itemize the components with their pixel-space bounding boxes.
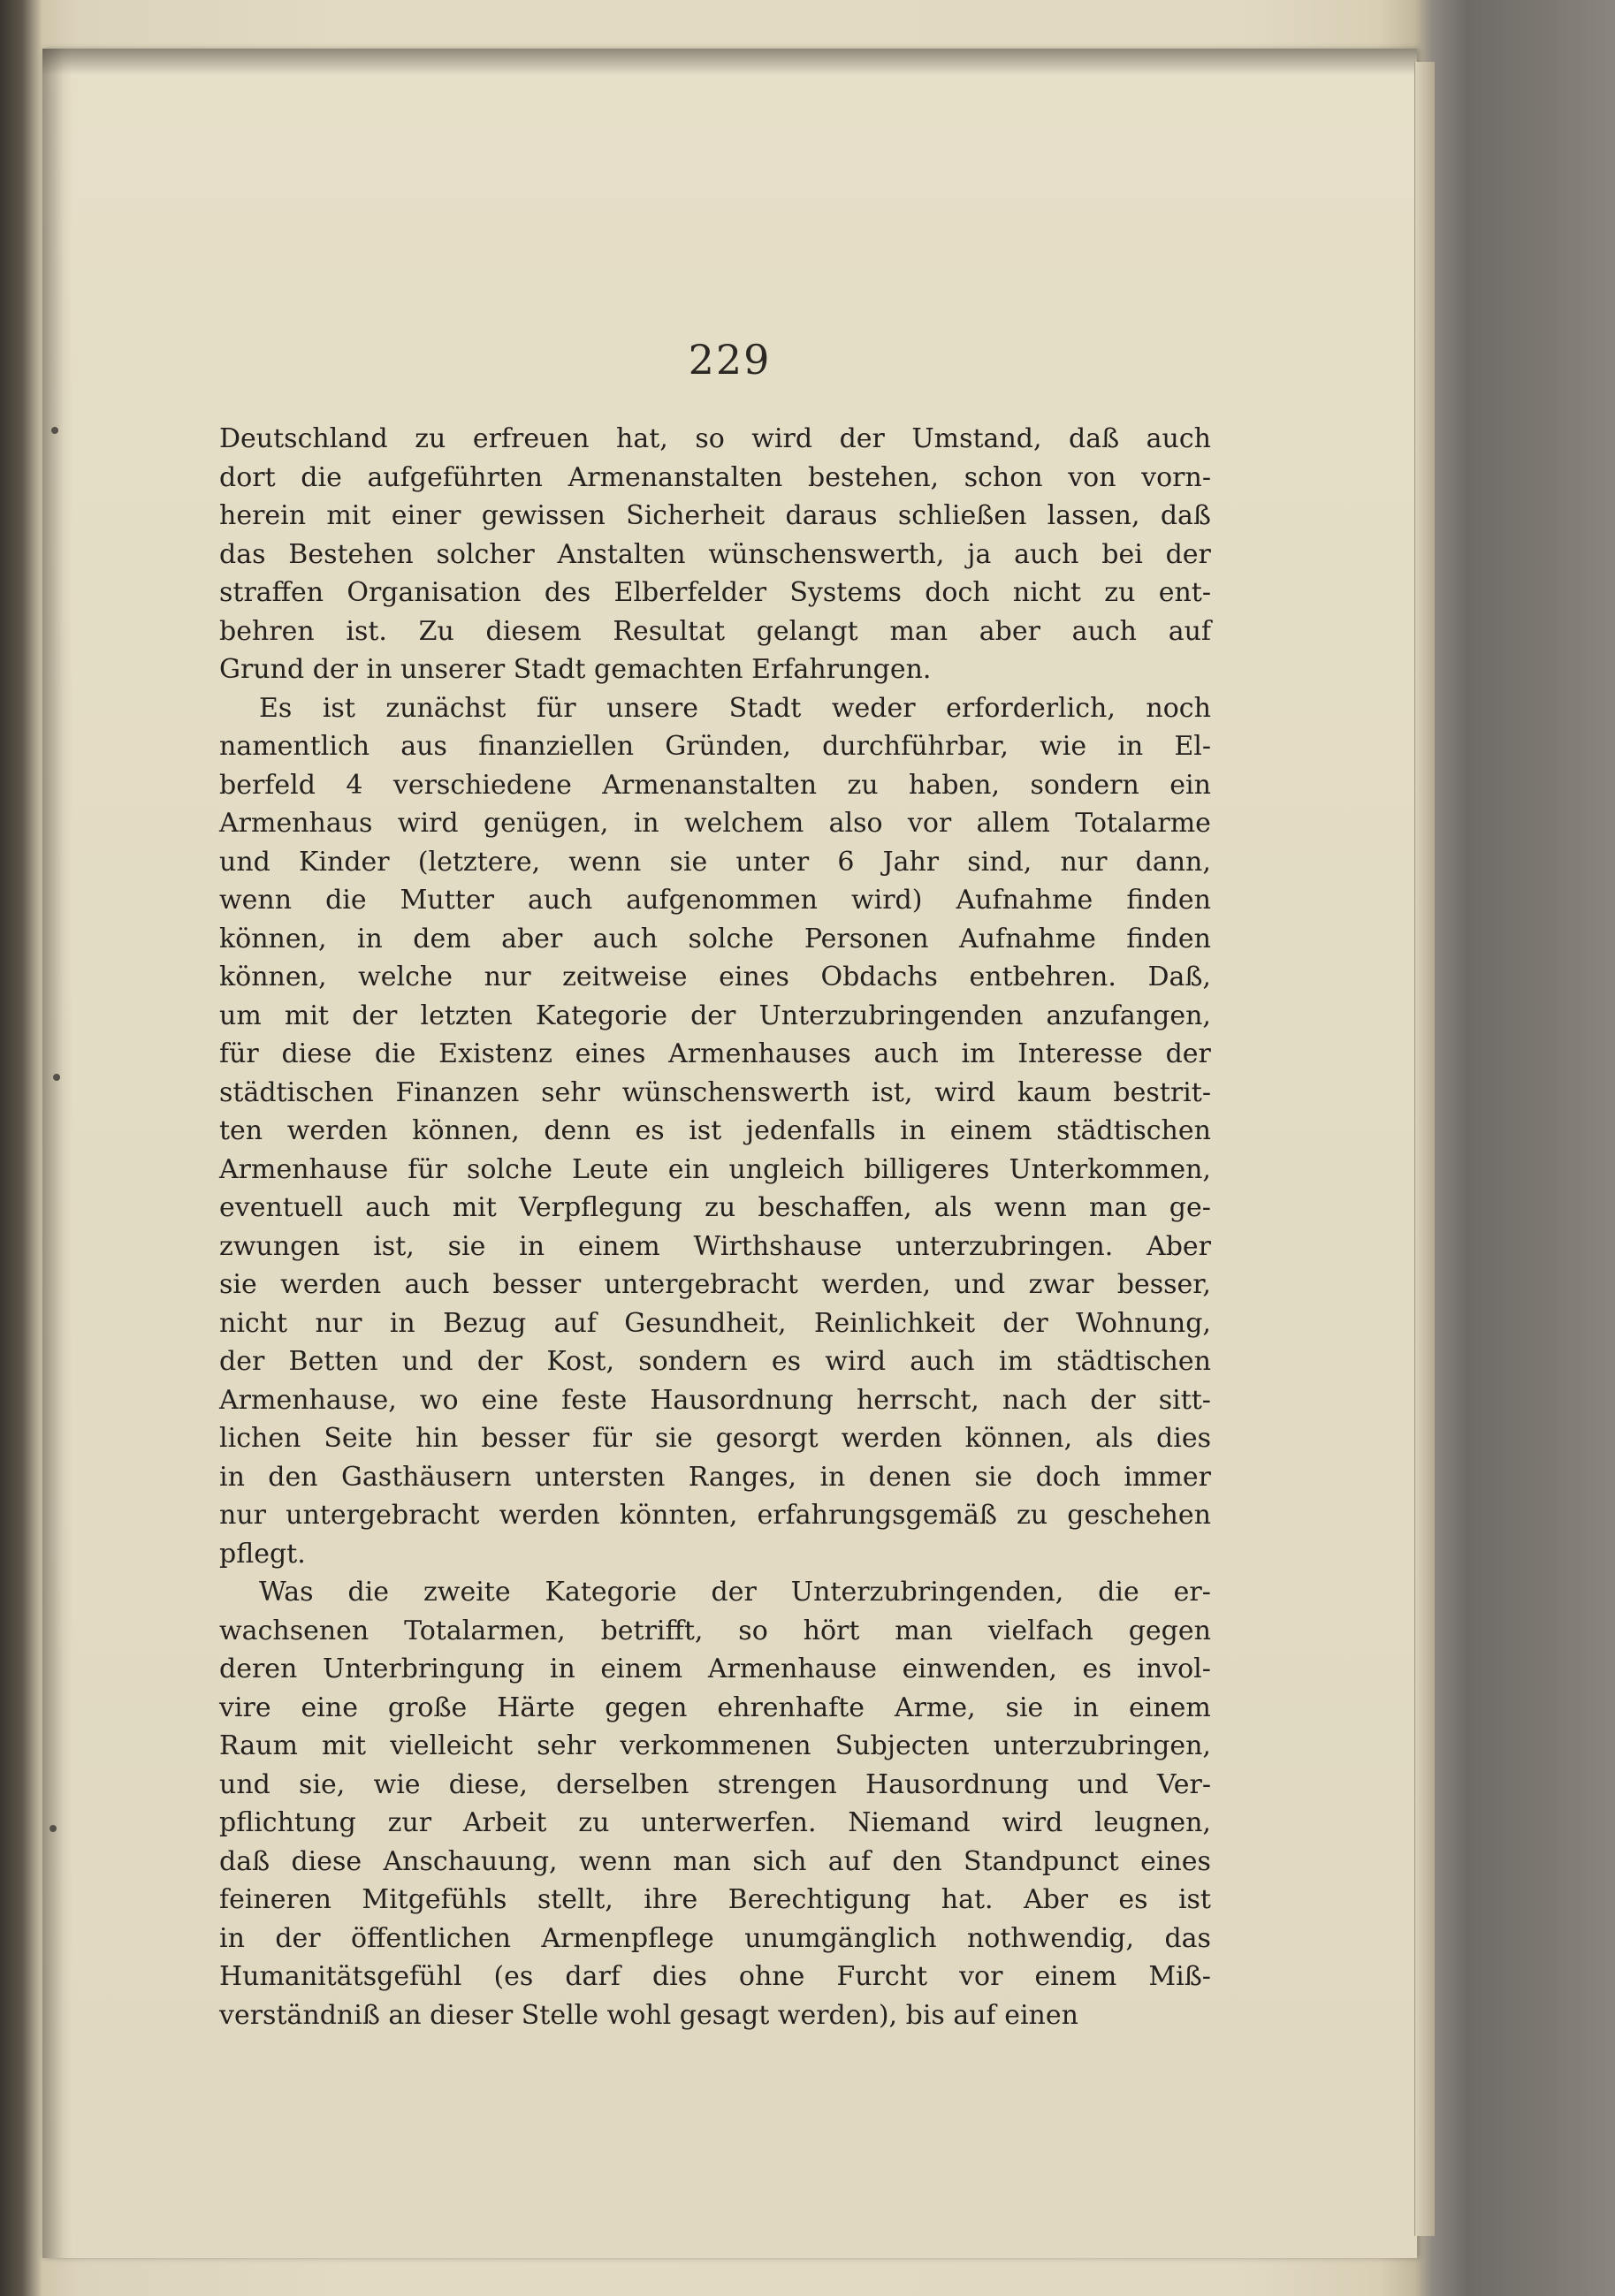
text-line: können, welche nur zeitweise eines Obdachs entbehren. Daß, xyxy=(219,962,1211,992)
text-line: lichen Seite hin besser für sie gesorgt werden können, als dies xyxy=(219,1423,1211,1454)
text-line: straffen Organisation des Elberfelder Systems doch nicht zu ent- xyxy=(219,577,1211,608)
text-line: Es ist zunächst für unsere Stadt weder erforderlich, noch xyxy=(259,692,1211,724)
text-line: zwungen ist, sie in einem Wirthshause unterzubringen. Aber xyxy=(219,1230,1211,1262)
text-line: wenn die Mutter auch aufgenommen wird) Aufnahme finden xyxy=(219,885,1211,916)
text-line: Raum mit vielleicht sehr verkommenen Subjecten unterzubringen, xyxy=(219,1730,1211,1761)
text-line: für diese die Existenz eines Armenhauses auch im Interesse der xyxy=(219,1038,1211,1069)
text-line: feineren Mitgefühls stellt, ihre Berechtigung hat. Aber es ist xyxy=(219,1884,1211,1915)
book-page xyxy=(42,49,1417,2258)
text-line: namentlich aus finanziellen Gründen, durchführbar, wie in El- xyxy=(219,731,1211,762)
text-line: das Bestehen solcher Anstalten wünschenswerth, ja auch bei der xyxy=(219,538,1211,570)
text-line: berfeld 4 verschiedene Armenanstalten zu haben, sondern ein xyxy=(219,769,1211,801)
text-line: Humanitätsgefühl (es darf dies ohne Furcht vor einem Miß- xyxy=(219,1961,1211,1992)
text-line: in den Gasthäusern untersten Ranges, in denen sie doch immer xyxy=(219,1461,1211,1493)
text-line: Was die zweite Kategorie der Unterzubringenden, die er- xyxy=(259,1577,1211,1608)
text-line: wachsenen Totalarmen, betrifft, so hört man vielfach gegen xyxy=(219,1615,1211,1646)
body-text xyxy=(219,420,1211,2034)
text-line: Deutschland zu erfreuen hat, so wird der Umstand, daß auch xyxy=(219,423,1211,454)
book-cover-edge xyxy=(1414,62,1435,2236)
text-line: nicht nur in Bezug auf Gesundheit, Reinlichkeit der Wohnung, xyxy=(219,1307,1211,1339)
text-line: deren Unterbringung in einem Armenhause einwenden, es invol- xyxy=(219,1654,1211,1684)
text-line: der Betten und der Kost, sondern es wird auch im städtischen xyxy=(219,1346,1211,1377)
text-line: Armenhause für solche Leute ein ungleich billigeres Unterkommen, xyxy=(219,1153,1211,1185)
text-line: behren ist. Zu diesem Resultat gelangt man aber auch auf xyxy=(219,615,1211,647)
text-line: und sie, wie diese, derselben strengen Hausordnung und Ver- xyxy=(219,1768,1211,1800)
margin-mark xyxy=(51,427,58,434)
text-line: eventuell auch mit Verpflegung zu beschaffen, als wenn man ge- xyxy=(219,1192,1211,1223)
text-line: in der öffentlichen Armenpflege unumgänglich nothwendig, das xyxy=(219,1922,1211,1954)
margin-mark xyxy=(50,1825,57,1832)
text-line: herein mit einer gewissen Sicherheit daraus schließen lassen, daß xyxy=(219,500,1211,531)
text-line: ten werden können, denn es ist jedenfalls in einem städtischen xyxy=(219,1115,1211,1146)
page-top-shadow xyxy=(42,49,1417,75)
text-line: verständniß an dieser Stelle wohl gesagt werden), bis auf einen xyxy=(219,1999,1078,2031)
text-line: sie werden auch besser untergebracht werden, und zwar besser, xyxy=(219,1269,1211,1300)
text-line: Armenhause, wo eine feste Hausordnung herrscht, nach der sitt- xyxy=(219,1384,1211,1416)
text-line: Grund der in unserer Stadt gemachten Erfahrungen. xyxy=(219,654,932,685)
text-line: pflichtung zur Arbeit zu unterwerfen. Niemand wird leugnen, xyxy=(219,1807,1211,1838)
page-number: 229 xyxy=(688,336,772,384)
text-line: Armenhaus wird genügen, in welchem also vor allem Totalarme xyxy=(219,808,1211,839)
text-line: und Kinder (letztere, wenn sie unter 6 Jahr sind, nur dann, xyxy=(219,846,1211,878)
margin-mark xyxy=(53,1074,60,1081)
text-line: dort die aufgeführten Armenanstalten bestehen, schon von vorn- xyxy=(219,461,1211,493)
text-line: pflegt. xyxy=(219,1538,306,1570)
text-line: nur untergebracht werden könnten, erfahrungsgemäß zu geschehen xyxy=(219,1500,1211,1531)
text-line: können, in dem aber auch solche Personen Aufnahme finden xyxy=(219,923,1211,954)
text-line: vire eine große Härte gegen ehrenhafte Arme, sie in einem xyxy=(219,1692,1211,1723)
text-line: um mit der letzten Kategorie der Unterzubringenden anzufangen, xyxy=(219,1000,1211,1031)
text-line: daß diese Anschauung, wenn man sich auf den Standpunct eines xyxy=(219,1845,1211,1877)
text-line: städtischen Finanzen sehr wünschenswerth ist, wird kaum bestrit- xyxy=(219,1076,1211,1108)
